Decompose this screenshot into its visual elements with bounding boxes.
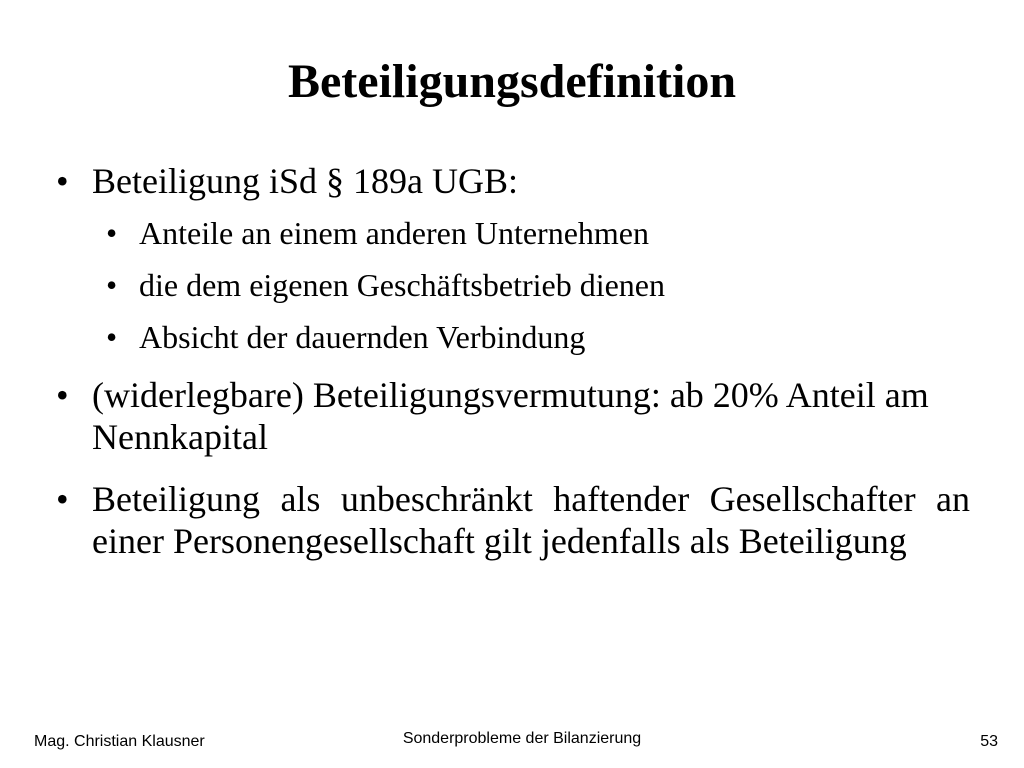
sub-bullet-text: Absicht der dauernden Verbindung	[139, 319, 586, 355]
sub-bullet-item	[106, 214, 966, 252]
footer-page-number: 53	[980, 733, 998, 750]
sub-bullet-item	[106, 318, 966, 356]
bullet-icon: •	[56, 375, 69, 415]
sub-bullet-text: die dem eigenen Geschäftsbetrieb dienen	[139, 267, 665, 303]
bullet-text: Beteiligung als unbeschränkt haftender Gesellschafter an einer Personengesellschaft gilt jedenfalls als Beteiligung	[92, 479, 970, 561]
bullet-text: Beteiligung iSd § 189a UGB:	[92, 161, 518, 201]
bullet-icon: •	[106, 215, 118, 251]
bullet-text: (widerlegbare) Beteiligungsvermutung: ab 20% Anteil am Nennkapital	[92, 375, 929, 457]
bullet-icon: •	[56, 161, 69, 201]
bullet-item	[56, 374, 970, 458]
sub-bullet-item	[106, 266, 966, 304]
bullet-icon: •	[56, 479, 69, 519]
slide-title: Beteiligungsdefinition	[287, 55, 737, 108]
bullet-icon: •	[106, 267, 118, 303]
footer-topic: Sonderprobleme der Bilanzierung	[402, 730, 642, 747]
bullet-item	[56, 160, 970, 202]
sub-bullet-text: Anteile an einem anderen Unternehmen	[139, 215, 649, 251]
bullet-item	[56, 478, 970, 562]
footer-author: Mag. Christian Klausner	[34, 733, 205, 750]
bullet-icon: •	[106, 319, 118, 355]
